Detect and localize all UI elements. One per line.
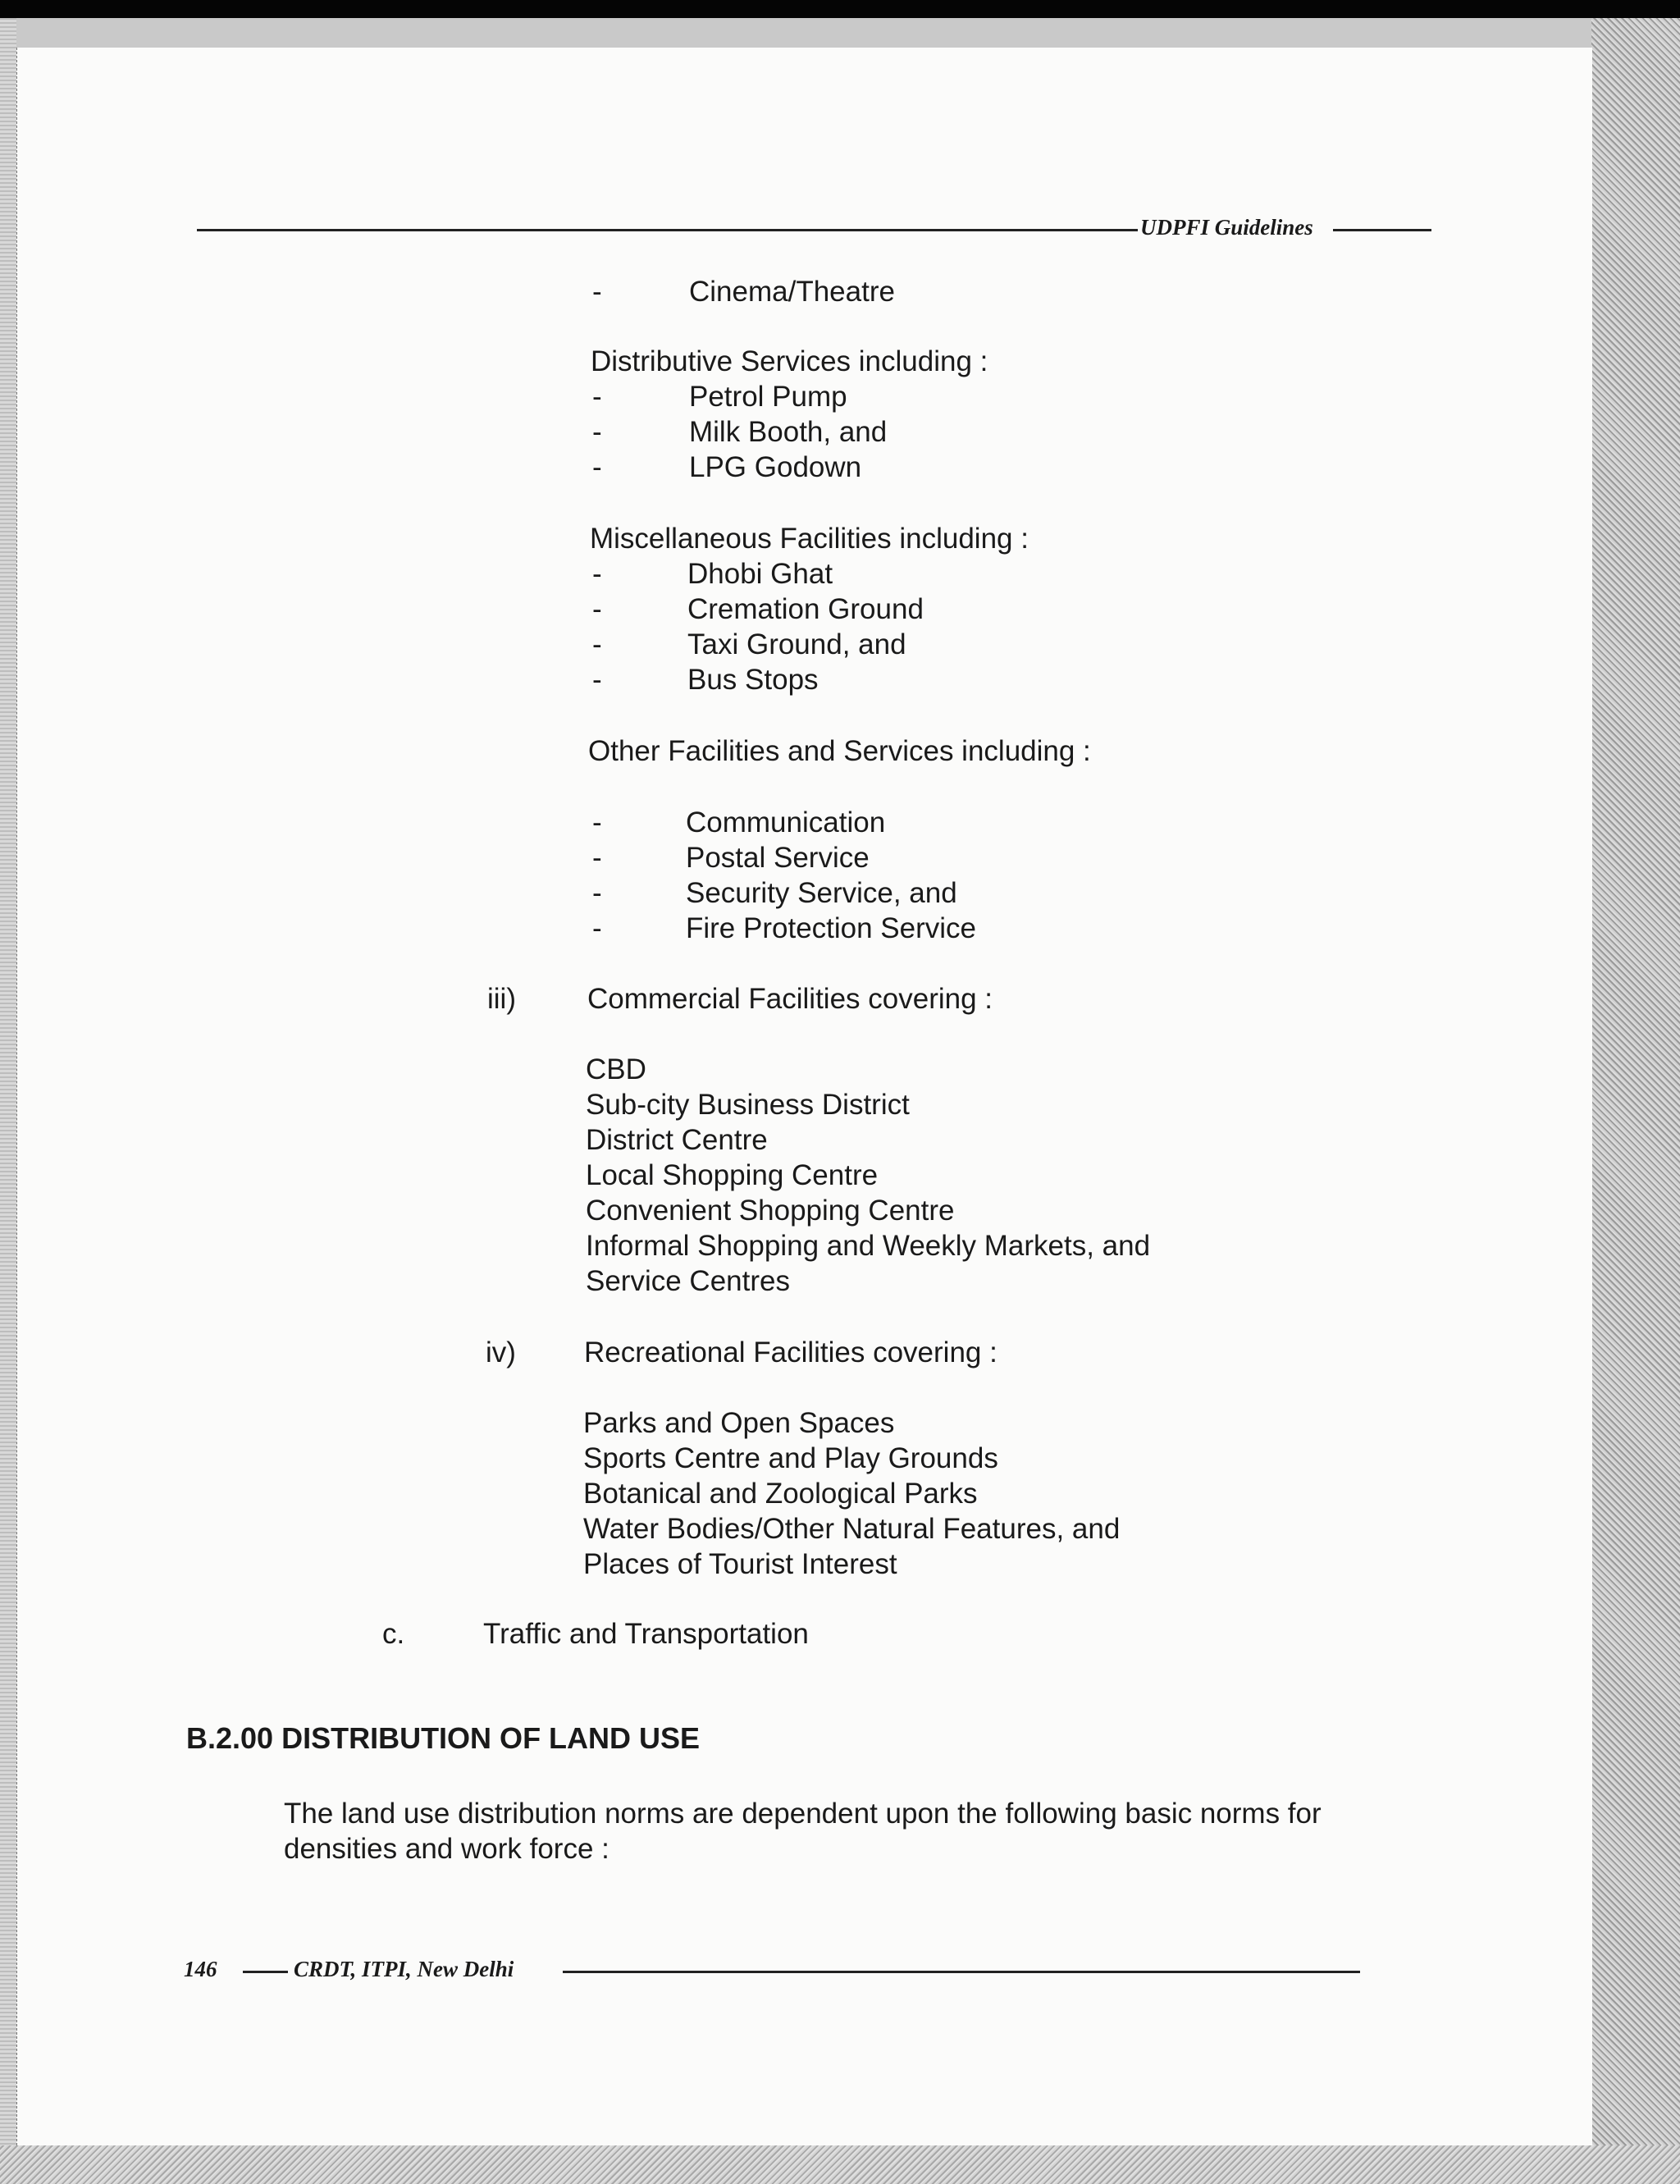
list-item: Places of Tourist Interest — [583, 1548, 897, 1580]
list-item: Fire Protection Service — [686, 912, 977, 944]
list-item: Communication — [686, 806, 886, 838]
list-item: Water Bodies/Other Natural Features, and — [583, 1513, 1121, 1545]
list-item: Botanical and Zoological Parks — [583, 1478, 978, 1510]
item-marker-iii: iii) — [487, 983, 516, 1015]
list-item: Dhobi Ghat — [687, 558, 833, 590]
list-item: Local Shopping Centre — [586, 1159, 879, 1191]
list-dash: - — [592, 593, 602, 625]
subsection-heading-distributive: Distributive Services including : — [591, 345, 988, 377]
list-item: Service Centres — [586, 1265, 790, 1297]
footer-rule — [563, 1971, 1360, 1973]
list-item: Sports Centre and Play Grounds — [583, 1442, 998, 1474]
list-dash: - — [592, 276, 602, 308]
item-marker-c: c. — [382, 1618, 405, 1650]
footer-source: CRDT, ITPI, New Delhi — [294, 1957, 514, 1981]
scan-left-edge — [0, 18, 16, 2184]
list-item: Convenient Shopping Centre — [586, 1195, 955, 1227]
list-item: Taxi Ground, and — [687, 628, 906, 660]
list-item: District Centre — [586, 1124, 768, 1156]
list-item: Postal Service — [686, 842, 870, 874]
list-dash: - — [592, 806, 602, 838]
list-item: Security Service, and — [686, 877, 957, 909]
subsection-heading-recreational: Recreational Facilities covering : — [584, 1336, 998, 1368]
list-item: Cremation Ground — [687, 593, 924, 625]
list-item: LPG Godown — [689, 451, 862, 483]
list-item: Milk Booth, and — [689, 416, 888, 448]
body-paragraph-line: densities and work force : — [284, 1833, 609, 1865]
scan-bottom-edge — [0, 2145, 1680, 2184]
list-dash: - — [592, 558, 602, 590]
list-item: Informal Shopping and Weekly Markets, and — [586, 1230, 1151, 1262]
list-item: Bus Stops — [687, 664, 819, 696]
list-dash: - — [592, 451, 602, 483]
scan-top-border — [0, 0, 1680, 18]
header-rule — [197, 229, 1138, 231]
list-item: Cinema/Theatre — [689, 276, 895, 308]
header-rule-end — [1333, 229, 1431, 231]
page-number: 146 — [184, 1957, 217, 1981]
traffic-label: Traffic and Transportation — [483, 1618, 809, 1650]
footer-dash — [243, 1971, 288, 1973]
list-dash: - — [592, 381, 602, 413]
body-paragraph-line: The land use distribution norms are dependent upon the following basic norms for — [284, 1798, 1322, 1830]
list-item: Parks and Open Spaces — [583, 1407, 895, 1439]
list-item: Petrol Pump — [689, 381, 847, 413]
list-dash: - — [592, 877, 602, 909]
subsection-heading-commercial: Commercial Facilities covering : — [587, 983, 993, 1015]
list-dash: - — [592, 628, 602, 660]
subsection-heading-other: Other Facilities and Services including : — [588, 735, 1091, 767]
list-dash: - — [592, 416, 602, 448]
list-dash: - — [592, 912, 602, 944]
subsection-heading-misc: Miscellaneous Facilities including : — [590, 523, 1029, 555]
item-marker-iv: iv) — [486, 1336, 516, 1368]
list-dash: - — [592, 664, 602, 696]
section-heading: B.2.00 DISTRIBUTION OF LAND USE — [186, 1721, 701, 1755]
list-item: CBD — [586, 1053, 646, 1085]
list-item: Sub-city Business District — [586, 1089, 910, 1121]
scan-right-edge — [1591, 18, 1680, 2184]
running-header-title: UDPFI Guidelines — [1140, 215, 1313, 240]
list-dash: - — [592, 842, 602, 874]
